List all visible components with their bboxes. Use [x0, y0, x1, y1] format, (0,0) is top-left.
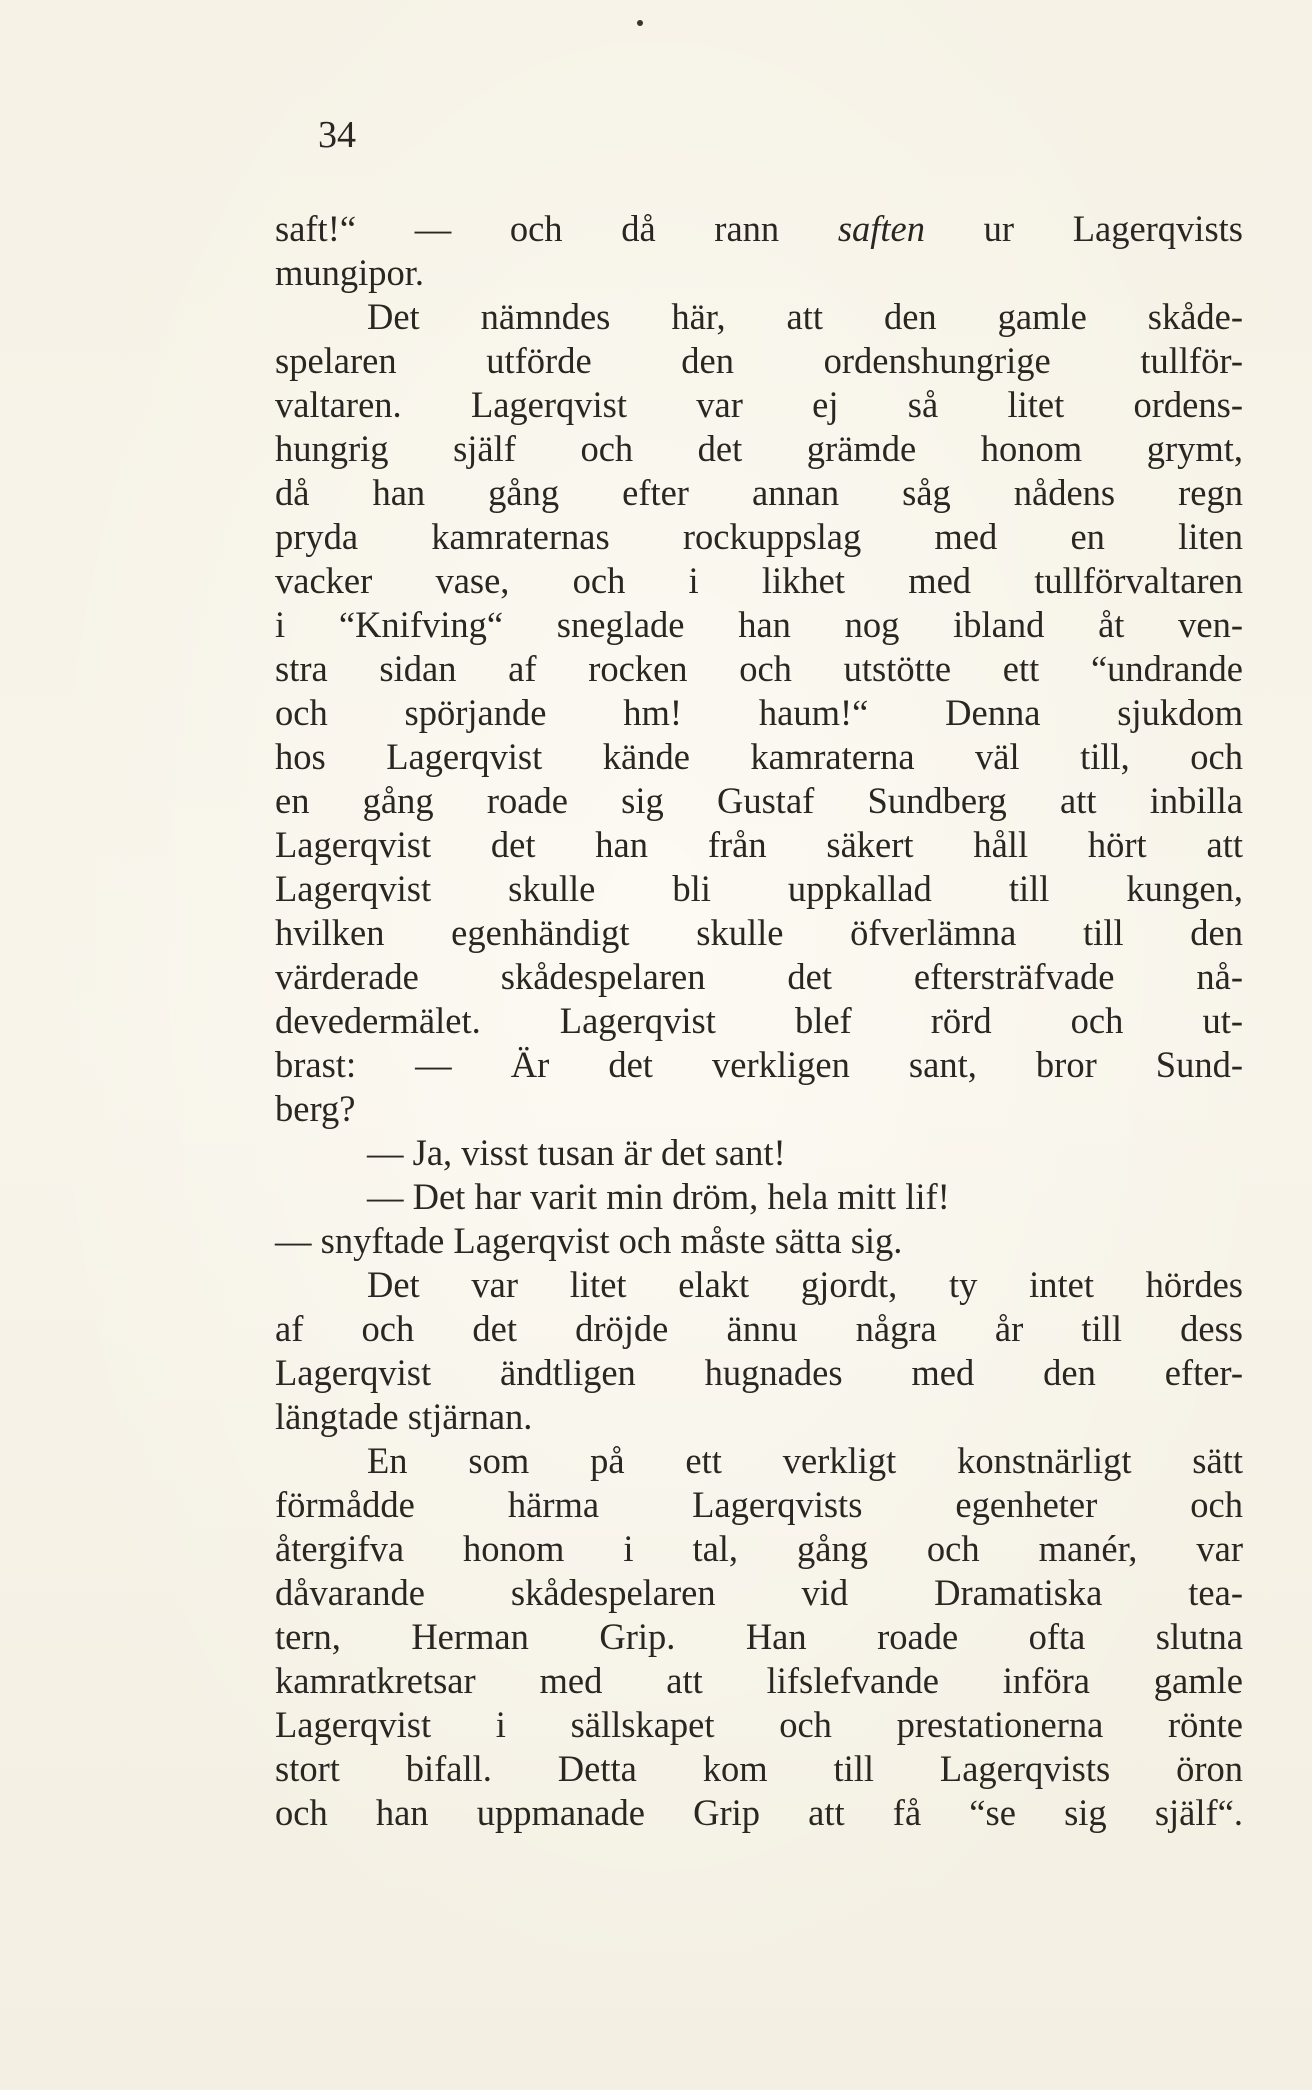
text-line: — Ja, visst tusan är det sant! [367, 1132, 786, 1173]
text-line: förmådde härma Lagerqvists egenheter och [275, 1484, 1243, 1525]
text-line: hos Lagerqvist kände kamraterna väl till, och [275, 736, 1243, 777]
text-line: — Det har varit min dröm, hela mitt lif! [367, 1176, 950, 1217]
text-line: dåvarande skådespelaren vid Dramatiska tea- [275, 1572, 1243, 1613]
text-line: valtaren. Lagerqvist var ej så litet ordens- [275, 384, 1243, 425]
text-line: i “Knifving“ sneglade han nog ibland åt ven- [275, 604, 1243, 645]
text-line: Lagerqvist i sällskapet och prestationerna rönte [275, 1704, 1243, 1745]
text-line: Lagerqvist skulle bli uppkallad till kungen, [275, 868, 1243, 909]
text-line: berg? [275, 1088, 356, 1129]
text-line: återgifva honom i tal, gång och manér, var [275, 1528, 1243, 1569]
text-line: stra sidan af rocken och utstötte ett “undrande [275, 648, 1243, 689]
text-line: värderade skådespelaren det eftersträfvade nå- [275, 956, 1243, 997]
text-line: En som på ett verkligt konstnärligt sätt [367, 1440, 1243, 1481]
text-line: devedermälet. Lagerqvist blef rörd och ut- [275, 1000, 1243, 1041]
text-line: — snyftade Lagerqvist och måste sätta sig. [275, 1220, 903, 1261]
text-line: och han uppmanade Grip att få “se sig själf“. [275, 1792, 1243, 1833]
text-line: Lagerqvist det han från säkert håll hört att [275, 824, 1243, 865]
text-line: vacker vase, och i likhet med tullförvaltaren [275, 560, 1243, 601]
text-line: kamratkretsar med att lifslefvande införa gamle [275, 1660, 1243, 1701]
text-line: saft!“ — och då rann saften ur Lagerqvists [275, 208, 1243, 249]
text-line: Det nämndes här, att den gamle skåde- [367, 296, 1243, 337]
text-line: tern, Herman Grip. Han roade ofta slutna [275, 1616, 1243, 1657]
text-line: mungipor. [275, 252, 425, 293]
text-line: en gång roade sig Gustaf Sundberg att inbilla [275, 780, 1243, 821]
text-line: hvilken egenhändigt skulle öfverlämna till den [275, 912, 1243, 953]
text-line: Det var litet elakt gjordt, ty intet hördes [367, 1264, 1243, 1305]
text-line: längtade stjärnan. [275, 1396, 533, 1437]
italic-word: saften [837, 208, 925, 249]
print-speck [637, 20, 643, 26]
text-line: och spörjande hm! haum!“ Denna sjukdom [275, 692, 1243, 733]
text-line: pryda kamraternas rockuppslag med en liten [275, 516, 1243, 557]
text-line: då han gång efter annan såg nådens regn [275, 472, 1243, 513]
text-line: spelaren utförde den ordenshungrige tullför- [275, 340, 1243, 381]
text-line: Lagerqvist ändtligen hugnades med den efter- [275, 1352, 1243, 1393]
body-text [275, 207, 1243, 1835]
text-line: stort bifall. Detta kom till Lagerqvists öron [275, 1748, 1243, 1789]
text-line: af och det dröjde ännu några år till dess [275, 1308, 1243, 1349]
page-number: 34 [318, 114, 356, 156]
text-line: hungrig själf och det grämde honom grymt, [275, 428, 1243, 469]
text-line: brast: — Är det verkligen sant, bror Sund- [275, 1044, 1243, 1085]
